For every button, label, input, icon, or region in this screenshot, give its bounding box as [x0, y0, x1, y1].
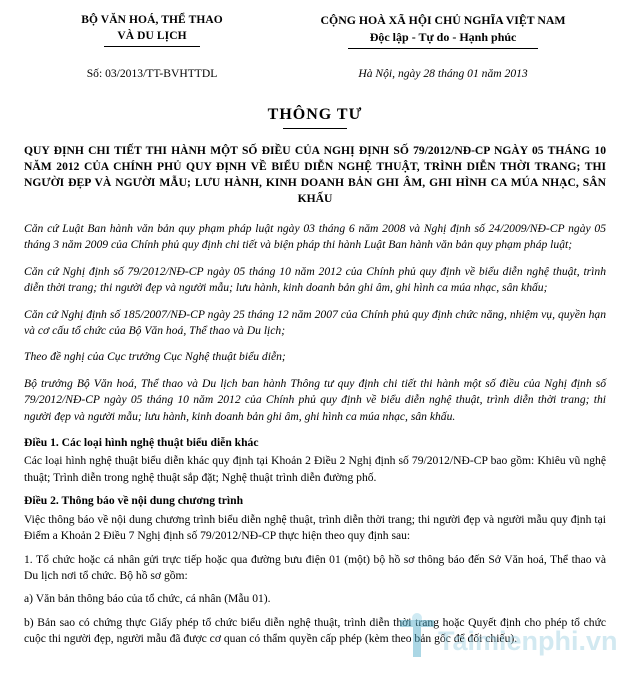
nation-line: CỘNG HOÀ XÃ HỘI CHỦ NGHĨA VIỆT NAM — [320, 13, 566, 27]
article-1-heading: Điều 1. Các loại hình nghệ thuật biểu diễn khác — [24, 436, 259, 450]
document-subject: QUY ĐỊNH CHI TIẾT THI HÀNH MỘT SỐ ĐIỀU CỦA NGHỊ ĐỊNH SỐ 79/2012/NĐ-CP NGÀY 05 THÁNG 10 NĂM 2012 CỦA CHÍNH PHỦ QUY ĐỊNH VỀ BIỂU DIỄN NGHỆ THUẬT, TRÌNH DIỄN THỜI TRANG; THI NGƯỜI ĐẸP VÀ NGƯỜI MẪU; LƯU HÀNH, KINH DOANH BẢN GHI ÂM, GHI HÌNH CA MÚA NHẠC, SÂN KHẤU — [24, 144, 606, 205]
motto-divider — [348, 48, 538, 49]
title-divider — [283, 128, 347, 129]
article-2-item-b: b) Bản sao có chứng thực Giấy phép tổ chức biểu diễn nghệ thuật, trình diễn thời trang hoặc Quyết định cho phép tổ chức cuộc thi người đẹp, người mẫu đã được cơ quan có thẩm quyền cấp phép (kèm theo bản gốc để đối chiếu). — [24, 615, 606, 646]
article-2-item-1: 1. Tổ chức hoặc cá nhân gửi trực tiếp hoặc qua đường bưu điện 01 (một) bộ hồ sơ thông báo đến Sở Văn hoá, Thể thao và Du lịch nơi tổ chức. Bộ hồ sơ gồm: — [24, 552, 606, 582]
issuing-organization — [24, 10, 280, 49]
article-2-item-a: a) Văn bản thông báo của tổ chức, cá nhân (Mẫu 01). — [24, 592, 271, 606]
document-type-title: THÔNG TƯ — [267, 106, 363, 123]
document-number: Số: 03/2013/TT-BVHTTDL — [86, 67, 218, 80]
organization-line-1: BỘ VĂN HOÁ, THỂ THAO — [81, 14, 223, 26]
article-1-text: Các loại hình nghệ thuật biểu diễn khác quy định tại Khoản 2 Điều 2 Nghị định số 79/2012/NĐ-CP bao gồm: Khiêu vũ nghệ thuật; Trình diễn trong nghệ thuật sắp đặt; Nghệ thuật trình diễn đường phố. — [24, 454, 606, 484]
national-motto: Độc lập - Tự do - Hạnh phúc — [369, 30, 517, 44]
document-subheader — [0, 49, 630, 80]
organization-divider — [104, 46, 200, 47]
article-2-text: Việc thông báo về nội dung chương trình biểu diễn nghệ thuật, trình diễn thời trang; thi người đẹp và người mẫu quy định tại Điểm a Khoản 2 Điều 7 Nghị định số 79/2012/NĐ-CP thực hiện theo quy định sau: — [24, 512, 606, 543]
promulgation-statement: Bộ trưởng Bộ Văn hoá, Thể thao và Du lịch ban hành Thông tư quy định chi tiết thi hành một số điều của Nghị định số 79/2012/NĐ-CP ngày 05 tháng 10 năm 2012 của Chính phủ quy định về biểu diễn nghệ thuật, trình diễn thời trang; thi người đẹp và người mẫu; lưu hành, kinh doanh bản ghi âm, ghi hình ca múa nhạc, sân khấu. — [24, 376, 606, 423]
article-2-heading: Điều 2. Thông báo về nội dung chương trình — [24, 494, 244, 508]
document-place-date: Hà Nội, ngày 28 tháng 01 năm 2013 — [358, 67, 528, 80]
organization-line-2: VÀ DU LỊCH — [117, 30, 187, 42]
national-heading — [280, 10, 606, 49]
watermark-text: Taimienphi.vn — [438, 626, 618, 656]
document-title-block — [0, 106, 630, 129]
legal-basis-3: Căn cứ Nghị định số 185/2007/NĐ-CP ngày 25 tháng 12 năm 2007 của Chính phủ quy định chức năng, nhiệm vụ, quyền hạn và cơ cấu tổ chức của Bộ Văn hoá, Thể thao và Du lịch; — [24, 307, 606, 338]
document-header — [0, 0, 630, 49]
legal-basis-1: Căn cứ Luật Ban hành văn bản quy phạm pháp luật ngày 03 tháng 6 năm 2008 và Nghị định số 24/2009/NĐ-CP ngày 05 tháng 3 năm 2009 của Chính phủ quy định chi tiết và biện pháp thi hành Luật Ban hành văn bản quy phạm pháp luật; — [24, 222, 606, 252]
legal-basis-2: Căn cứ Nghị định số 79/2012/NĐ-CP ngày 05 tháng 10 năm 2012 của Chính phủ quy định về biểu diễn nghệ thuật, trình diễn thời trang; thi người đẹp và người mẫu; lưu hành, kinh doanh bản ghi âm, ghi hình ca múa nhạc, sân khấu; — [24, 264, 606, 295]
document-body — [24, 207, 606, 648]
legal-basis-4: Theo đề nghị của Cục trưởng Cục Nghệ thuật biểu diễn; — [24, 350, 286, 364]
